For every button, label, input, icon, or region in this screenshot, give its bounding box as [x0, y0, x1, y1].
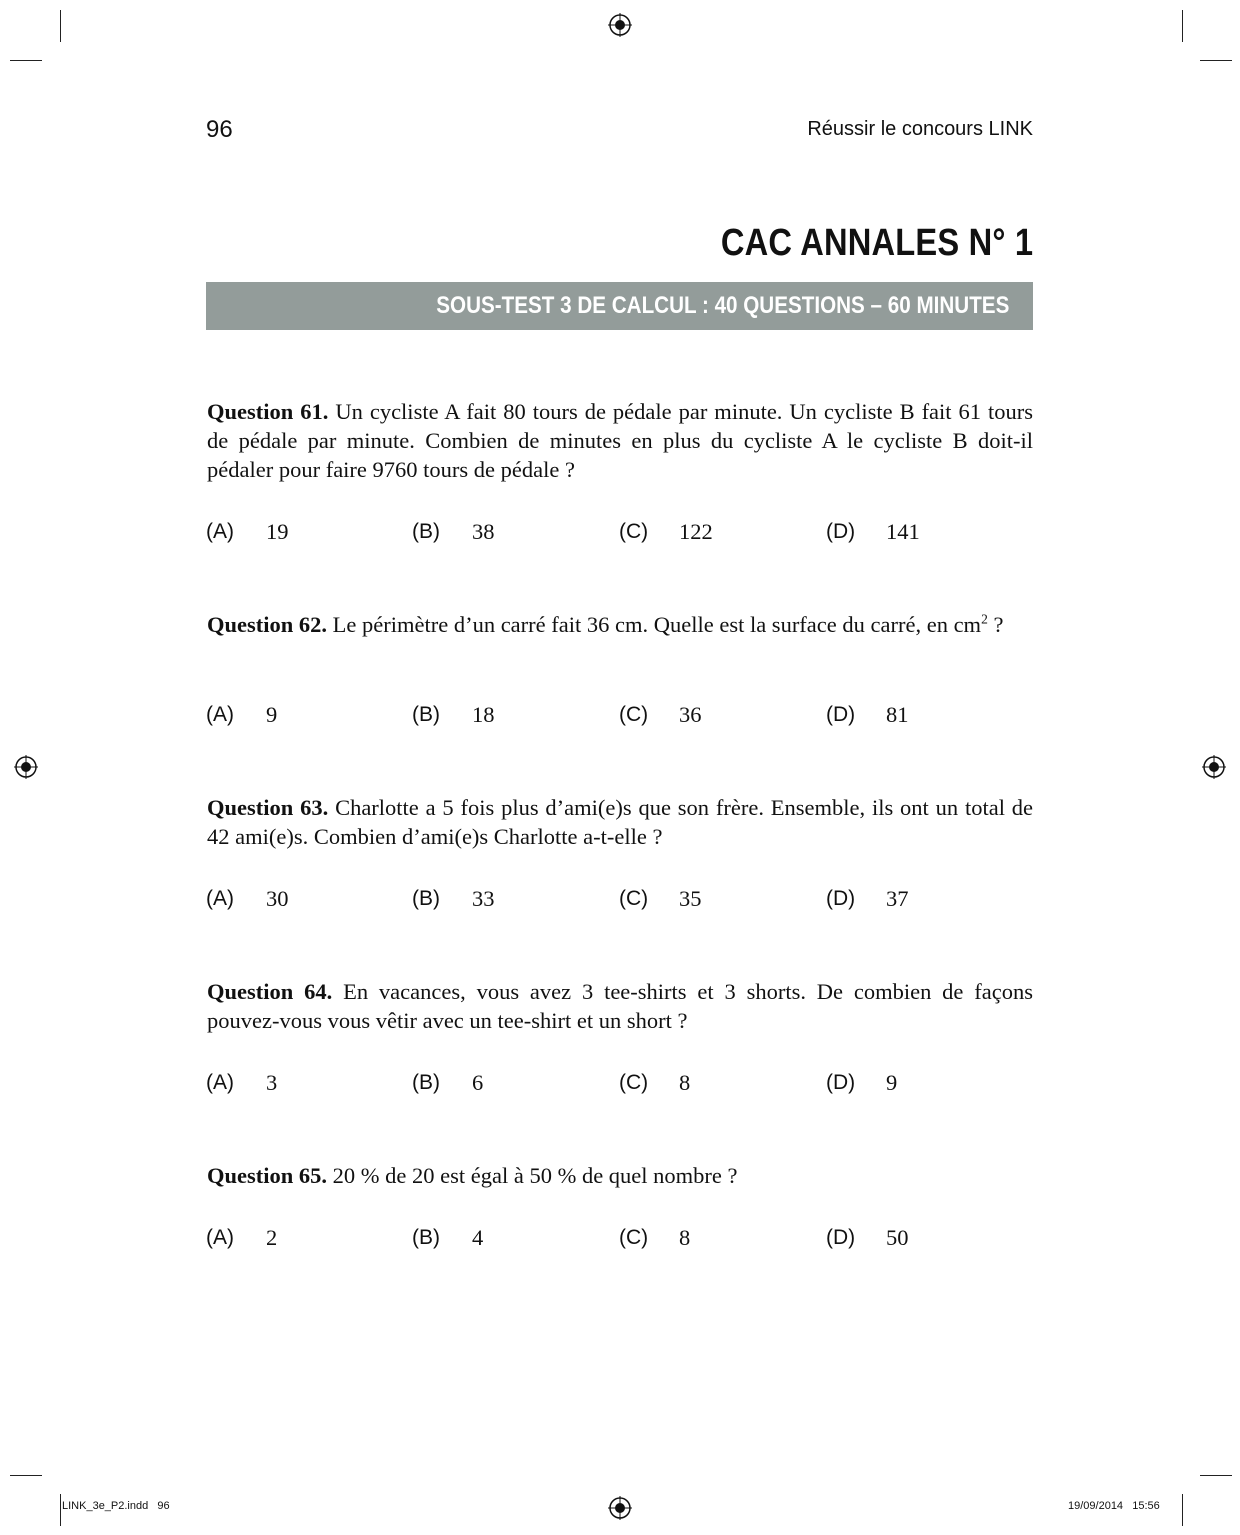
question-65: [207, 1161, 1033, 1190]
answer-letter: (C): [619, 1226, 649, 1249]
answer-option: [412, 701, 618, 731]
section-banner: [206, 282, 1033, 330]
answer-option: [619, 518, 825, 548]
answers-64: [206, 1069, 1033, 1099]
answer-option: [619, 885, 825, 915]
answer-value: 30: [266, 886, 289, 911]
crop-mark: [1182, 1494, 1183, 1526]
answer-option: [826, 1069, 1032, 1099]
question-64: [207, 977, 1033, 1035]
answer-value: 19: [266, 519, 289, 544]
answer-value: 9: [886, 1070, 898, 1095]
answer-value: 37: [886, 886, 909, 911]
crop-mark: [60, 10, 61, 42]
answer-option: [206, 885, 412, 915]
answer-option: [826, 885, 1032, 915]
section-banner-text: SOUS-TEST 3 DE CALCUL : 40 QUESTIONS – 60 MINUTES: [435, 292, 1009, 319]
footer-datetime: 19/09/2014 15:56: [1068, 1500, 1160, 1512]
registration-mark-icon: [1202, 755, 1226, 779]
answer-option: [826, 1224, 1032, 1254]
answer-letter: (D): [826, 1226, 856, 1249]
answer-letter: (A): [206, 1226, 234, 1249]
answers-65: [206, 1224, 1033, 1254]
answer-value: 2: [266, 1225, 278, 1250]
answer-option: [826, 701, 1032, 731]
question-text: Un cycliste A fait 80 tours de pédale par minute. Un cycliste B fait 61 tours de pédale par minute. Combien de minutes en plus du cycliste A le cycliste B doit-il pédaler pour faire 9760 tours de pédale ?: [207, 399, 1034, 482]
answer-value: 8: [679, 1225, 691, 1250]
superscript: 2: [981, 611, 988, 627]
answer-letter: (A): [206, 520, 234, 543]
answer-option: [619, 701, 825, 731]
answer-value: 9: [266, 702, 278, 727]
question-63: [207, 793, 1033, 851]
crop-mark: [60, 1494, 61, 1526]
answer-letter: (C): [619, 520, 649, 543]
answer-option: [206, 1069, 412, 1099]
answer-letter: (C): [619, 887, 649, 910]
answer-option: [412, 1224, 618, 1254]
answer-value: 122: [679, 519, 713, 544]
question-text-end: ?: [987, 612, 1004, 637]
page-number: 96: [206, 116, 233, 143]
answer-value: 18: [472, 702, 495, 727]
answer-value: 36: [679, 702, 702, 727]
answer-option: [412, 1069, 618, 1099]
answer-option: [206, 1224, 412, 1254]
answer-letter: (B): [412, 520, 440, 543]
question-label: Question 63.: [207, 795, 329, 820]
page-title: CAC ANNALES N° 1: [720, 222, 1033, 264]
answer-option: [619, 1224, 825, 1254]
answer-letter: (A): [206, 703, 234, 726]
answer-option: [206, 701, 412, 731]
answer-value: 81: [886, 702, 909, 727]
question-text: 20 % de 20 est égal à 50 % de quel nombre ?: [332, 1163, 738, 1188]
registration-mark-icon: [608, 13, 632, 37]
answer-value: 6: [472, 1070, 484, 1095]
answer-letter: (C): [619, 703, 649, 726]
answers-62: [206, 701, 1033, 731]
answer-value: 8: [679, 1070, 691, 1095]
answers-63: [206, 885, 1033, 915]
answer-option: [206, 518, 412, 548]
answer-letter: (A): [206, 887, 234, 910]
answer-option: [826, 518, 1032, 548]
answer-option: [412, 885, 618, 915]
crop-mark: [1200, 60, 1232, 61]
answer-letter: (B): [412, 1071, 440, 1094]
question-label: Question 61.: [207, 399, 329, 424]
question-text: Charlotte a 5 fois plus d’ami(e)s que son frère. Ensemble, ils ont un total de 42 ami(e)s. Combien d’ami(e)s Charlotte a-t-elle ?: [207, 795, 1034, 849]
answer-letter: (C): [619, 1071, 649, 1094]
answer-value: 35: [679, 886, 702, 911]
question-label: Question 64.: [207, 979, 333, 1004]
footer-file-info: LINK_3e_P2.indd 96: [62, 1500, 170, 1512]
registration-mark-icon: [14, 755, 38, 779]
answer-letter: (D): [826, 703, 856, 726]
answer-option: [412, 518, 618, 548]
answer-value: 4: [472, 1225, 484, 1250]
answer-value: 141: [886, 519, 920, 544]
answer-value: 3: [266, 1070, 278, 1095]
answer-option: [619, 1069, 825, 1099]
question-text: Le périmètre d’un carré fait 36 cm. Quelle est la surface du carré, en cm: [332, 612, 982, 637]
answer-value: 38: [472, 519, 495, 544]
question-text: En vacances, vous avez 3 tee-shirts et 3 shorts. De combien de façons pouvez-vous vous vêtir avec un tee-shirt et un short ?: [207, 979, 1033, 1033]
crop-mark: [1200, 1475, 1232, 1476]
crop-mark: [10, 1475, 42, 1476]
answer-letter: (B): [412, 887, 440, 910]
answer-letter: (A): [206, 1071, 234, 1094]
question-label: Question 62.: [207, 612, 328, 637]
crop-mark: [10, 60, 42, 61]
answers-61: [206, 518, 1033, 548]
answer-letter: (B): [412, 703, 440, 726]
question-label: Question 65.: [207, 1163, 328, 1188]
answer-value: 33: [472, 886, 495, 911]
crop-mark: [1182, 10, 1183, 42]
answer-letter: (D): [826, 887, 856, 910]
answer-letter: (B): [412, 1226, 440, 1249]
registration-mark-icon: [608, 1496, 632, 1520]
running-head: Réussir le concours LINK: [807, 118, 1033, 140]
question-62: [207, 610, 1033, 639]
answer-value: 50: [886, 1225, 909, 1250]
answer-letter: (D): [826, 520, 856, 543]
question-61: [207, 397, 1033, 484]
answer-letter: (D): [826, 1071, 856, 1094]
